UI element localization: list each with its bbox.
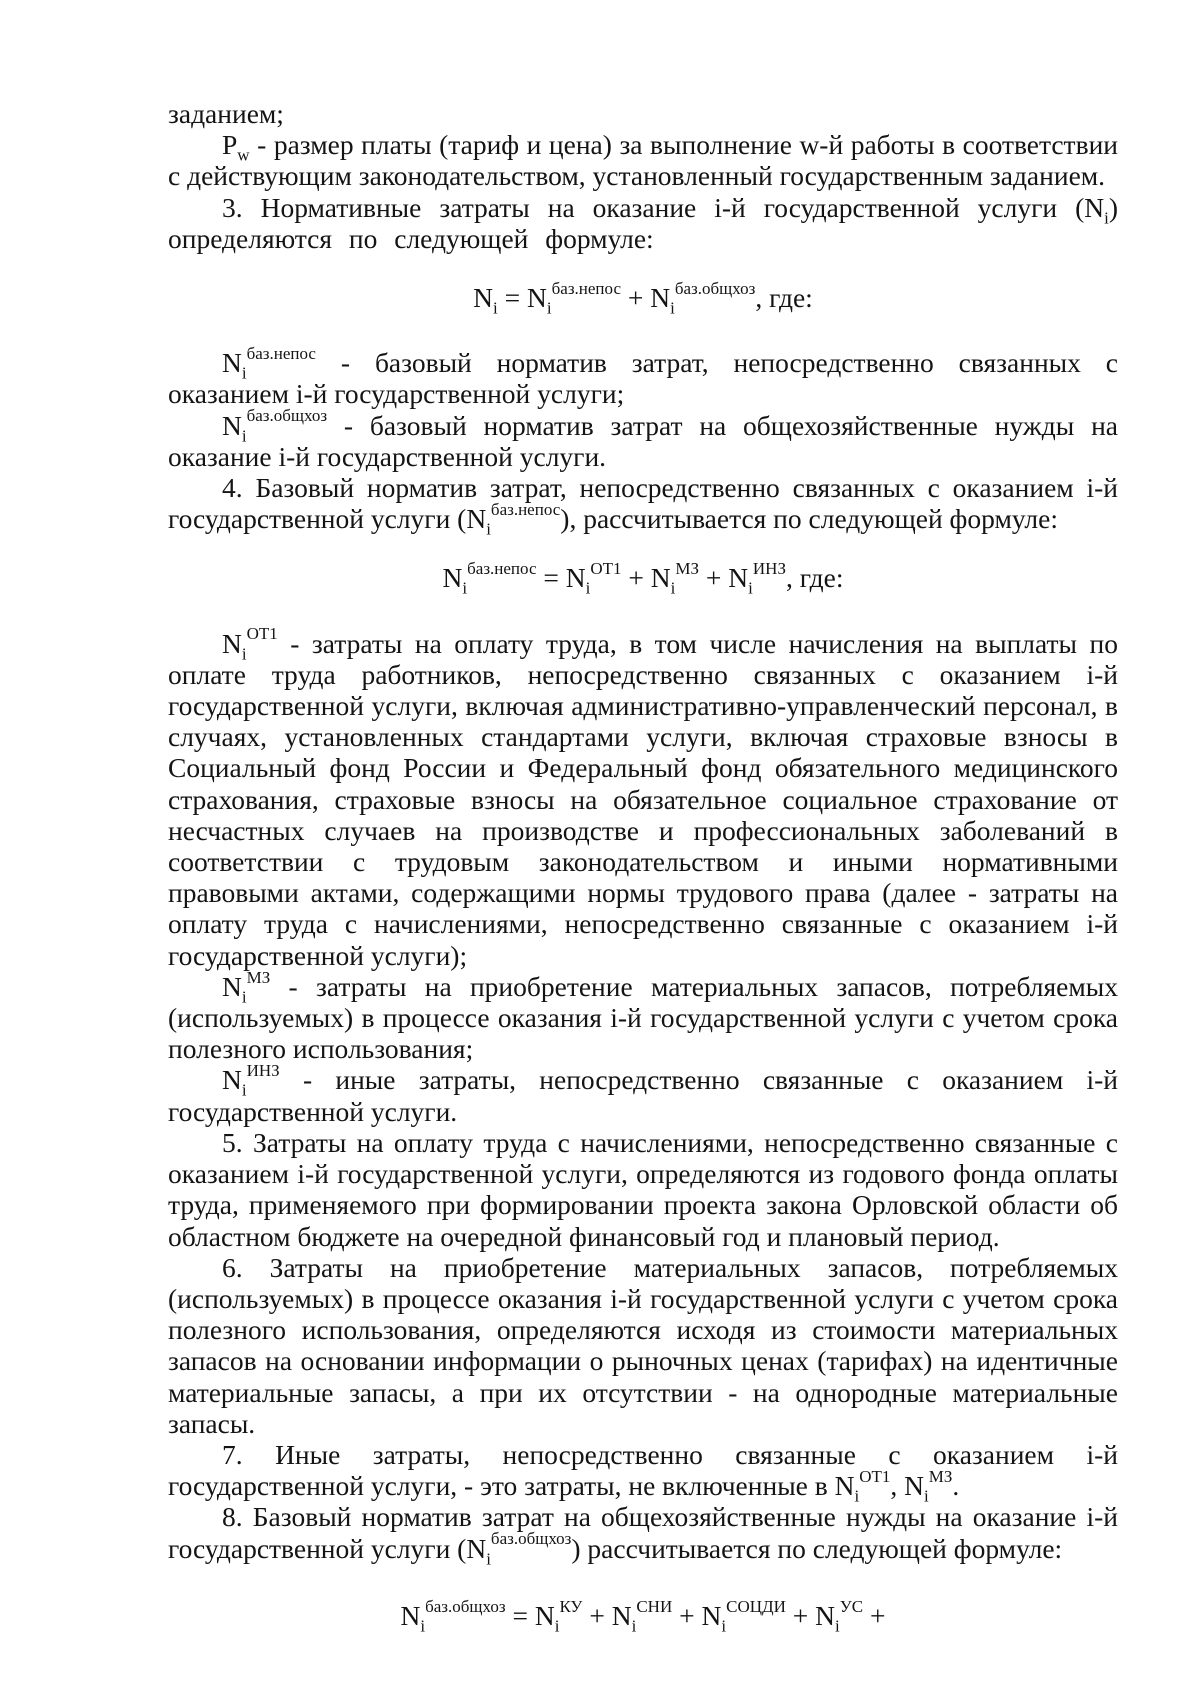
subscript: i bbox=[924, 1486, 929, 1506]
superscript: баз.общхоз bbox=[246, 406, 328, 426]
paragraph-text: . bbox=[952, 1470, 960, 1502]
subscript: i bbox=[835, 1616, 840, 1636]
formula-term: N bbox=[473, 282, 494, 314]
subscript: i bbox=[241, 987, 247, 1007]
formula-term: N bbox=[442, 562, 463, 594]
formula-term: + bbox=[863, 1599, 886, 1631]
paragraph-text: , N bbox=[890, 1470, 924, 1502]
formula-term: N bbox=[400, 1599, 421, 1631]
definition-baz-nepos bbox=[168, 344, 1118, 410]
symbol: N bbox=[222, 1064, 242, 1096]
subscript: w bbox=[237, 145, 250, 165]
subscript: i bbox=[721, 1616, 727, 1636]
formula-term: + N bbox=[621, 282, 671, 314]
definition-ot1 bbox=[168, 624, 1118, 971]
superscript: УС bbox=[839, 1596, 864, 1616]
superscript: СОЦДИ bbox=[726, 1596, 786, 1616]
superscript: ИНЗ bbox=[752, 559, 786, 579]
paragraph-text: 4. Базовый норматив затрат, непосредственно связанных с оказанием i-й государственной услуги (N bbox=[168, 472, 1118, 535]
document-body bbox=[168, 98, 1118, 1636]
paragraph-text: - базовый норматив затрат, непосредственно связанных с оказанием i-й государственной услуги; bbox=[168, 347, 1118, 410]
subscript: i bbox=[241, 363, 247, 383]
subscript: i bbox=[241, 1080, 247, 1100]
symbol: N bbox=[222, 970, 242, 1002]
superscript: баз.общхоз bbox=[425, 1596, 506, 1616]
paragraph-pw-definition bbox=[168, 129, 1118, 191]
superscript: МЗ bbox=[246, 967, 271, 987]
paragraph-7 bbox=[168, 1438, 1118, 1506]
subscript: i bbox=[748, 578, 753, 598]
paragraph-5 bbox=[168, 1127, 1118, 1252]
subscript: i bbox=[420, 1616, 426, 1636]
formula-term: + N bbox=[621, 562, 671, 594]
symbol: N bbox=[222, 627, 242, 659]
superscript: КУ bbox=[559, 1596, 583, 1616]
subscript: i bbox=[854, 1486, 860, 1506]
subscript: i bbox=[486, 519, 491, 539]
formula-term: , где: bbox=[755, 282, 813, 314]
subscript: i bbox=[241, 426, 247, 446]
paragraph-4 bbox=[168, 472, 1118, 539]
formula-term: , где: bbox=[785, 562, 844, 594]
superscript: ОТ1 bbox=[590, 559, 622, 579]
subscript: i bbox=[241, 644, 247, 664]
paragraph-text: 6. Затраты на приобретение материальных запасов, потребляемых (используемых) в процессе оказания i-й государственной услуги с учетом срока полезного использования, определяются исходя из стоимости материальных запасов на основании информации о рыночных ценах (тарифах) на идентичные материальные запасы, а при их отсутствии - на однородные материальные запасы. bbox=[168, 1251, 1118, 1439]
subscript: i bbox=[462, 578, 468, 598]
superscript: баз.непос bbox=[490, 500, 561, 520]
definition-baz-obshkhoz bbox=[168, 406, 1118, 472]
symbol: N bbox=[222, 347, 242, 379]
formula-term: = N bbox=[505, 1599, 555, 1631]
superscript: МЗ bbox=[675, 559, 700, 579]
formula-term: = N bbox=[497, 282, 547, 314]
subscript: i bbox=[546, 298, 552, 318]
paragraph-text: 7. Иные затраты, непосредственно связанные с оказанием i-й государственной услуги, - это затраты, не включенные в N bbox=[168, 1438, 1118, 1502]
definition-mz bbox=[168, 967, 1118, 1065]
paragraph-text: ) определяются по следующей формуле: bbox=[168, 191, 1118, 254]
formula-term: = N bbox=[536, 562, 586, 594]
subscript: i bbox=[493, 298, 498, 318]
subscript: i bbox=[1104, 208, 1109, 228]
paragraph-text: ) рассчитывается по следующей формуле: bbox=[571, 1532, 1063, 1564]
paragraph-text: - размер платы (тариф и цена) за выполнение w-й работы в соответствии с действующим законодательством, установленный государственным заданием. bbox=[168, 129, 1118, 192]
paragraph-text: 3. Нормативные затраты на оказание i-й государственной услуги (N bbox=[222, 191, 1105, 223]
formula-ni bbox=[168, 278, 1118, 318]
subscript: i bbox=[585, 578, 591, 598]
superscript: баз.непос bbox=[467, 559, 537, 579]
formula-term: + N bbox=[785, 1599, 835, 1631]
superscript: ОТ1 bbox=[246, 624, 278, 644]
paragraph-text: - затраты на приобретение материальных запасов, потребляемых (используемых) в процессе оказания i-й государственной услуги с учетом срока полезного использования; bbox=[168, 970, 1118, 1065]
formula-term: + N bbox=[699, 562, 749, 594]
paragraph-text: - затраты на оплату труда, в том числе начисления на выплаты по оплате труда работников, непосредственно связанных с оказанием i-й государственной услуги, включая административно-управленческий персонал, в случаях, установленных стандартами услуги, включая страховые взносы в Социальный фонд России и Федеральный фонд обязательного медицинского страхования, страховые взносы на обязательное социальное страхование от несчастных случаев на производстве и профессиональных заболеваний в соответствии с трудовым законодательством и иными нормативными правовыми актами, содержащими нормы трудового права (далее - затраты на оплату труда с начислениями, непосредственно связанные с оказанием i-й государственной услуги); bbox=[168, 627, 1118, 971]
paragraph-3 bbox=[168, 192, 1118, 254]
superscript: баз.общхоз bbox=[490, 1529, 572, 1549]
subscript: i bbox=[670, 578, 676, 598]
superscript: ОТ1 bbox=[859, 1466, 891, 1486]
symbol: P bbox=[222, 129, 238, 161]
superscript: СНИ bbox=[636, 1596, 673, 1616]
paragraph-text: - иные затраты, непосредственно связанные с оказанием i-й государственной услуги. bbox=[168, 1064, 1118, 1127]
paragraph-text: 5. Затраты на оплату труда с начислениями, непосредственно связанные с оказанием i-й государственной услуги, определяются из годового фонда оплаты труда, применяемого при формировании проекта закона Орловской области об областном бюджете на очередной финансовый год и плановый период. bbox=[168, 1126, 1118, 1252]
paragraph-text: - базовый норматив затрат на общехозяйственные нужды на оказание i-й государственной услуги. bbox=[168, 409, 1118, 472]
paragraph-text: заданием; bbox=[168, 98, 284, 129]
superscript: баз.непос bbox=[551, 278, 621, 298]
formula-baz-nepos bbox=[168, 559, 1118, 598]
definition-inz bbox=[168, 1061, 1118, 1127]
superscript: МЗ bbox=[928, 1466, 953, 1486]
formula-term: + N bbox=[672, 1599, 722, 1631]
paragraph-8 bbox=[168, 1501, 1118, 1569]
subscript: i bbox=[670, 298, 675, 318]
subscript: i bbox=[486, 1549, 491, 1569]
formula-baz-obshkhoz bbox=[168, 1596, 1118, 1636]
paragraph-6 bbox=[168, 1252, 1118, 1439]
superscript: ИНЗ bbox=[246, 1061, 280, 1081]
superscript: баз.общхоз bbox=[674, 278, 756, 298]
paragraph-continuation bbox=[168, 98, 1118, 129]
symbol: N bbox=[222, 409, 242, 441]
subscript: i bbox=[554, 1616, 560, 1636]
paragraph-text: 8. Базовый норматив затрат на общехозяйственные нужды на оказание i-й государственной услуги (N bbox=[168, 1501, 1118, 1564]
superscript: баз.непос bbox=[246, 344, 316, 364]
formula-term: + N bbox=[582, 1599, 632, 1631]
paragraph-text: ), рассчитывается по следующей формуле: bbox=[560, 503, 1058, 535]
subscript: i bbox=[631, 1616, 637, 1636]
